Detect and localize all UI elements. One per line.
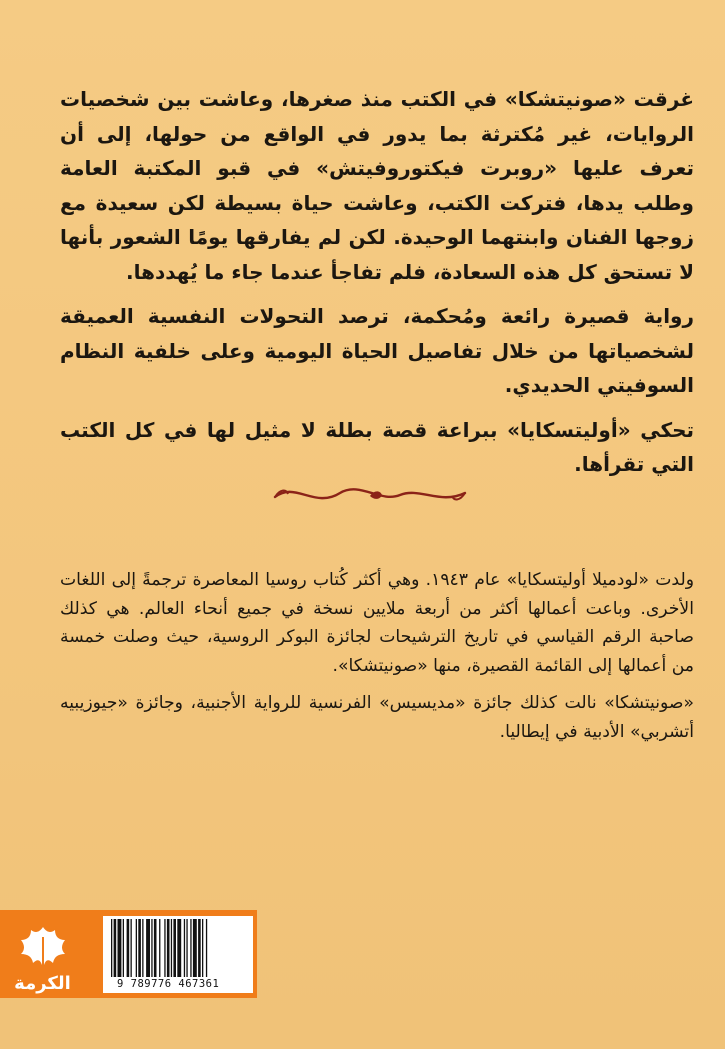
barcode-bar — [131, 919, 132, 977]
blurb-paragraph-3: تحكي «أوليتسكايا» ببراعة قصة بطلة لا مثيل لها في كل الكتب التي تقرأها. — [60, 417, 694, 476]
blurb-paragraph-2: رواية قصيرة رائعة ومُحكمة، ترصد التحولات النفسية العميقة لشخصياتها من خلال تفاصيل الحياة اليومية وعلى خلفية النظام السوفيتي الحديدي. — [60, 304, 694, 397]
barcode-bar — [136, 919, 137, 977]
barcode-bar — [118, 919, 122, 977]
barcode-bar — [114, 919, 117, 977]
barcode-bar — [202, 919, 203, 977]
barcode-bar — [142, 919, 143, 977]
isbn-number: 9 789776 467361 — [117, 978, 220, 990]
publisher-logo — [0, 910, 85, 998]
bio-paragraph-2: «صونيتشكا» نالت كذلك جائزة «مديسيس» الفرنسية للرواية الأجنبية، وجائزة «جيوزيبيه أتشربي» الأدبية في إيطاليا. — [60, 693, 694, 742]
barcode-bar — [190, 919, 191, 977]
author-bio-section — [60, 566, 694, 755]
barcode-bar — [173, 919, 176, 977]
barcode-bar — [171, 919, 172, 977]
barcode-bar — [138, 919, 141, 977]
barcode-bar — [154, 919, 157, 977]
bio-paragraph-1: ولدت «لودميلا أوليتسكايا» عام ١٩٤٣. وهي أكثر كُتاب روسيا المعاصرة ترجمةً إلى اللغات الأخرى. وباعت أعمالها أكثر من أربعة ملايين نسخة في جميع أنحاء العالم. هي كذلك صاحبة الرقم القياسي في تاريخ الترشيحات لجائزة البوكر الروسية، حيث وصلت خمسة من أعمالها إلى القائمة القصيرة، منها «صونيتشكا». — [60, 570, 694, 676]
blurb-paragraph-1: غرقت «صونيتشكا» في الكتب منذ صغرها، وعاشت بين شخصيات الروايات، غير مُكترثة بما يدور في الواقع من حولها، إلى أن تعرف عليها «روبرت فيكتوروفيتش» في قبو المكتبة العامة وطلب يدها، فتركت الكتب، وعاشت حياة بسيطة لكن سعيدة مع زوجها الفنان وابنتهما الوحيدة. لكن لم يفارقها يومًا الشعور بأنها لا تستحق كل هذه السعادة، فلم تفاجأ عندما جاء ما يُهددها. — [60, 87, 694, 284]
barcode-bars — [111, 919, 245, 977]
barcode-bar — [127, 919, 130, 977]
barcode-bar — [151, 919, 152, 977]
barcode-bar — [159, 919, 160, 977]
barcode-bar — [146, 919, 150, 977]
barcode-bar — [186, 919, 187, 977]
ornament-divider — [270, 475, 470, 515]
blurb-section — [60, 82, 694, 492]
barcode-frame — [85, 910, 257, 998]
grape-leaf-icon — [17, 923, 69, 973]
barcode-bar — [198, 919, 201, 977]
barcode-bar — [123, 919, 124, 977]
barcode-bar — [111, 919, 112, 977]
barcode-bar — [193, 919, 197, 977]
barcode-bar — [206, 919, 207, 977]
publisher-name: الكرمة — [14, 973, 71, 994]
barcode-bar — [177, 919, 181, 977]
barcode — [103, 916, 253, 993]
barcode-bar — [164, 919, 165, 977]
barcode-bar — [167, 919, 170, 977]
barcode-bar — [184, 919, 185, 977]
